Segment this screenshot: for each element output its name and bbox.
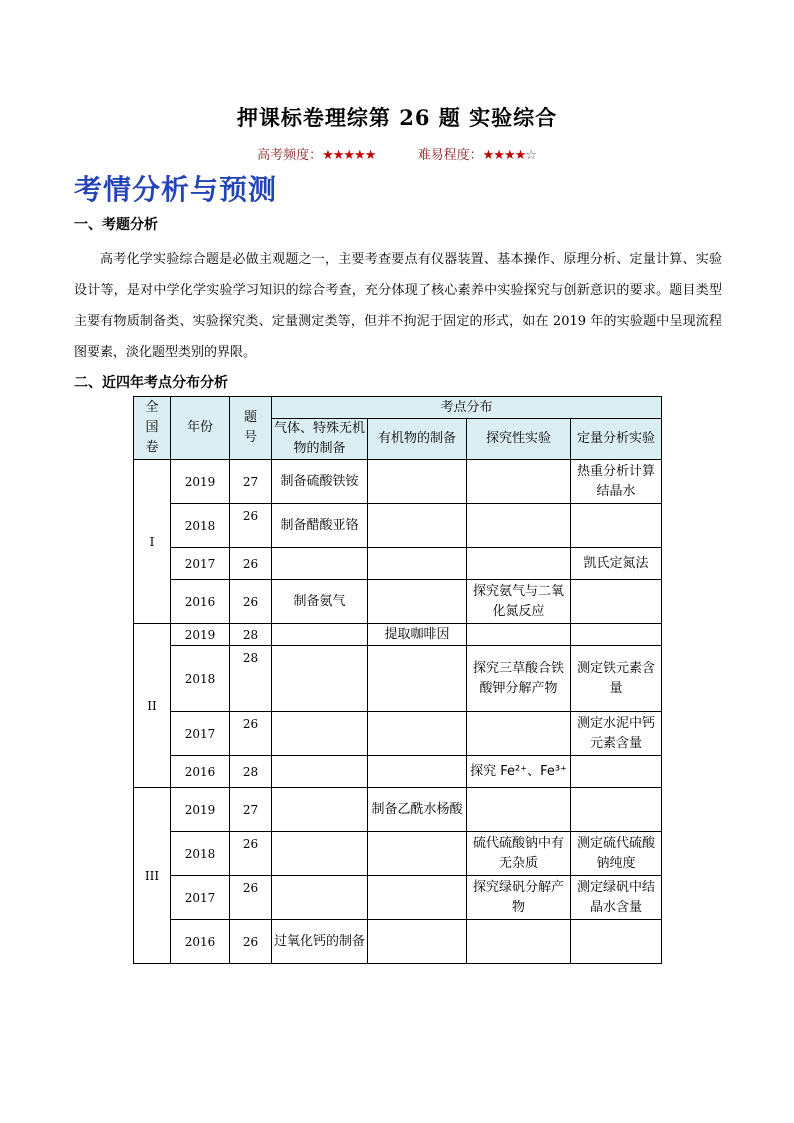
organic-prep-cell — [368, 580, 467, 624]
exam-distribution-table — [133, 396, 662, 964]
table-row — [134, 548, 662, 580]
section2-heading: 二、近四年考点分布分析 — [74, 375, 228, 391]
table-row — [134, 624, 662, 646]
year-cell: 2018 — [171, 504, 230, 548]
exploratory-cell: 探究 Fe²⁺、Fe³⁺ — [467, 756, 571, 788]
gas-prep-cell: 过氧化钙的制备 — [272, 920, 368, 964]
table-row — [134, 580, 662, 624]
organic-prep-cell — [368, 832, 467, 876]
question-cell: 26 — [230, 920, 272, 964]
quantitative-cell — [571, 624, 662, 646]
year-cell: 2018 — [171, 646, 230, 712]
difficulty-empty-star: ☆ — [525, 148, 537, 163]
exploratory-cell — [467, 712, 571, 756]
exploratory-cell: 探究绿矾分解产物 — [467, 876, 571, 920]
organic-prep-cell: 制备乙酰水杨酸 — [368, 788, 467, 832]
table-row — [134, 832, 662, 876]
exploratory-cell — [467, 548, 571, 580]
question-cell: 26 — [230, 548, 272, 580]
table-row — [134, 920, 662, 964]
organic-prep-cell — [368, 504, 467, 548]
exploratory-cell — [467, 920, 571, 964]
gas-prep-cell — [272, 832, 368, 876]
page-title: 押课标卷理综第 26 题 实验综合 — [236, 105, 558, 130]
section1-heading: 一、考题分析 — [74, 217, 158, 233]
table-row — [134, 788, 662, 832]
exploratory-cell — [467, 788, 571, 832]
paper-cell: II — [134, 624, 171, 788]
year-cell: 2019 — [171, 624, 230, 646]
question-cell: 28 — [230, 646, 272, 712]
year-cell: 2016 — [171, 920, 230, 964]
question-cell: 28 — [230, 756, 272, 788]
question-cell: 27 — [230, 788, 272, 832]
table-row — [134, 712, 662, 756]
quantitative-cell: 测定水泥中钙元素含量 — [571, 712, 662, 756]
organic-prep-cell — [368, 460, 467, 504]
header-gas-prep: 气体、特殊无机物的制备 — [272, 419, 368, 460]
exploratory-cell — [467, 624, 571, 646]
table-body — [134, 460, 662, 964]
organic-prep-cell — [368, 712, 467, 756]
section1-body: 高考化学实验综合题是必做主观题之一，主要考查要点有仪器装置、基本操作、原理分析、定量计算、实验设计等，是对中学化学实验学习知识的综合考查，充分体现了核心素养中实验探究与创新意识的要求。题目类型主要有物质制备类、实验探究类、定量测定类等，但并不拘泥于固定的形式，如在 2019 年的实验题中呈现流程图要素，淡化题型类别的界限。 — [74, 252, 722, 360]
gas-prep-cell — [272, 756, 368, 788]
quantitative-cell — [571, 756, 662, 788]
gas-prep-cell — [272, 646, 368, 712]
table-row — [134, 460, 662, 504]
quantitative-cell: 热重分析计算结晶水 — [571, 460, 662, 504]
organic-prep-cell — [368, 756, 467, 788]
exploratory-cell — [467, 460, 571, 504]
header-paper: 全国卷 — [134, 397, 171, 460]
year-cell: 2016 — [171, 580, 230, 624]
paper-cell: I — [134, 460, 171, 624]
table-row — [134, 504, 662, 548]
organic-prep-cell — [368, 876, 467, 920]
question-cell: 27 — [230, 460, 272, 504]
exploratory-cell: 探究氨气与二氧化氮反应 — [467, 580, 571, 624]
frequency-stars: ★★★★★ — [322, 148, 376, 163]
quantitative-cell: 测定硫代硫酸钠纯度 — [571, 832, 662, 876]
question-cell: 26 — [230, 504, 272, 548]
gas-prep-cell — [272, 788, 368, 832]
exploratory-cell: 探究三草酸合铁酸钾分解产物 — [467, 646, 571, 712]
year-cell: 2017 — [171, 712, 230, 756]
organic-prep-cell — [368, 646, 467, 712]
header-quantitative: 定量分析实验 — [571, 419, 662, 460]
gas-prep-cell — [272, 876, 368, 920]
question-cell: 26 — [230, 580, 272, 624]
gas-prep-cell — [272, 548, 368, 580]
section-banner: 考情分析与预测 — [74, 173, 278, 206]
paper-cell: III — [134, 788, 171, 964]
gas-prep-cell — [272, 624, 368, 646]
header-exploratory: 探究性实验 — [467, 419, 571, 460]
quantitative-cell: 测定铁元素含量 — [571, 646, 662, 712]
gas-prep-cell: 制备氨气 — [272, 580, 368, 624]
quantitative-cell — [571, 580, 662, 624]
year-cell: 2019 — [171, 788, 230, 832]
year-cell: 2019 — [171, 460, 230, 504]
question-cell: 26 — [230, 712, 272, 756]
organic-prep-cell: 提取咖啡因 — [368, 624, 467, 646]
year-cell: 2018 — [171, 832, 230, 876]
gas-prep-cell: 制备醋酸亚铬 — [272, 504, 368, 548]
exploratory-cell: 硫代硫酸钠中有无杂质 — [467, 832, 571, 876]
difficulty-stars: ★★★★ — [482, 148, 526, 163]
gas-prep-cell: 制备硫酸铁铵 — [272, 460, 368, 504]
difficulty-meta — [0, 144, 794, 163]
quantitative-cell: 凯氏定氮法 — [571, 548, 662, 580]
header-topic-distribution: 考点分布 — [272, 397, 662, 419]
question-cell: 28 — [230, 624, 272, 646]
header-question-number: 题号 — [230, 397, 272, 460]
organic-prep-cell — [368, 548, 467, 580]
quantitative-cell — [571, 788, 662, 832]
table-row — [134, 646, 662, 712]
question-cell: 26 — [230, 876, 272, 920]
table-row — [134, 876, 662, 920]
quantitative-cell — [571, 920, 662, 964]
difficulty-label: 难易程度： — [417, 148, 483, 163]
year-cell: 2017 — [171, 876, 230, 920]
year-cell: 2017 — [171, 548, 230, 580]
quantitative-cell: 测定绿矾中结晶水含量 — [571, 876, 662, 920]
table-row — [134, 756, 662, 788]
header-organic-prep: 有机物的制备 — [368, 419, 467, 460]
exploratory-cell — [467, 504, 571, 548]
year-cell: 2016 — [171, 756, 230, 788]
frequency-label: 高考频度： — [257, 148, 323, 163]
question-cell: 26 — [230, 832, 272, 876]
quantitative-cell — [571, 504, 662, 548]
gas-prep-cell — [272, 712, 368, 756]
header-year: 年份 — [171, 397, 230, 460]
organic-prep-cell — [368, 920, 467, 964]
